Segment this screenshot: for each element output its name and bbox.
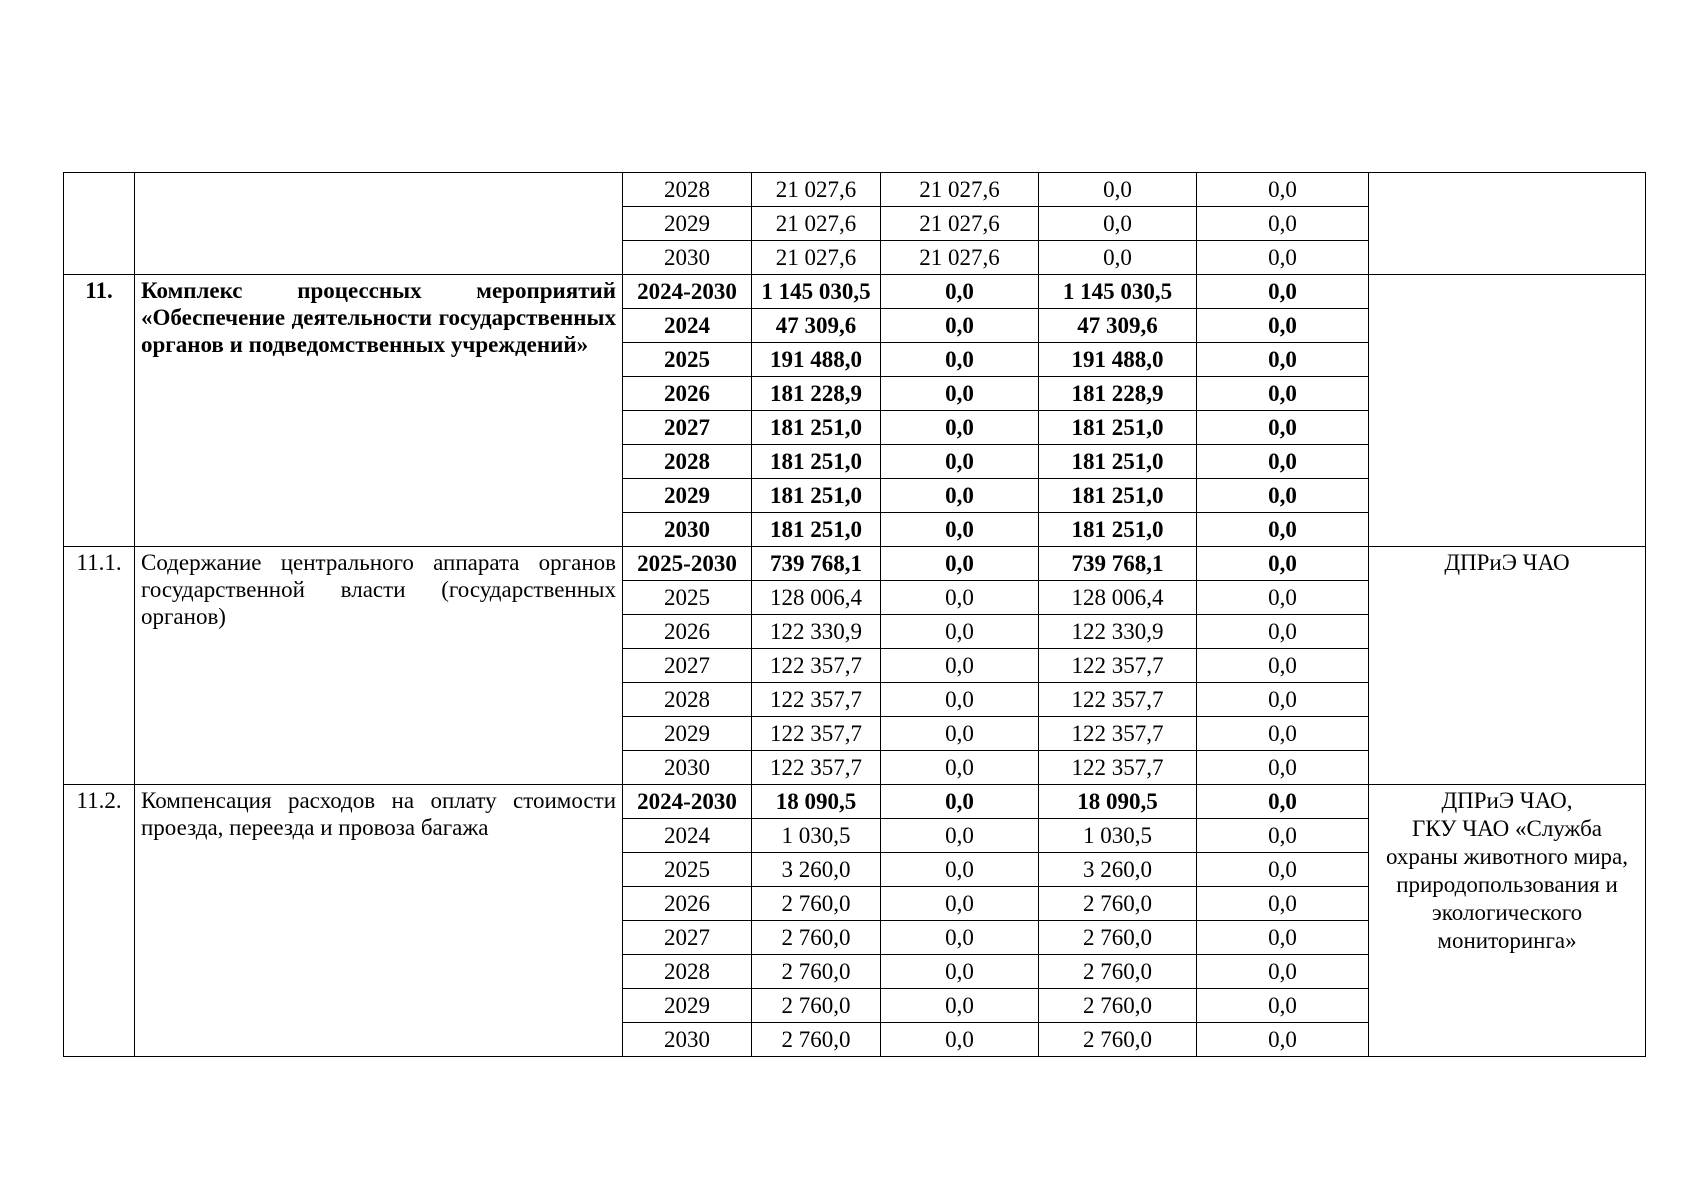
item-title-cell	[135, 173, 623, 275]
item-number-cell	[64, 173, 135, 275]
cell-c1: 0,0	[881, 377, 1039, 411]
cell-year: 2026	[623, 377, 752, 411]
cell-c1: 21 027,6	[881, 207, 1039, 241]
item-number-cell: 11.	[64, 275, 135, 547]
cell-c3: 0,0	[1197, 513, 1369, 547]
cell-c2: 122 357,7	[1039, 683, 1197, 717]
cell-c1: 0,0	[881, 955, 1039, 989]
cell-c1: 0,0	[881, 615, 1039, 649]
cell-c2: 1 145 030,5	[1039, 275, 1197, 309]
cell-total: 47 309,6	[752, 309, 881, 343]
cell-total: 191 488,0	[752, 343, 881, 377]
cell-c1: 0,0	[881, 513, 1039, 547]
cell-year: 2028	[623, 955, 752, 989]
cell-c1: 0,0	[881, 275, 1039, 309]
cell-c3: 0,0	[1197, 207, 1369, 241]
cell-year: 2024	[623, 309, 752, 343]
table-row	[64, 275, 1646, 309]
cell-c2: 181 228,9	[1039, 377, 1197, 411]
item-title-cell: Содержание центрального аппарата органов государственной власти (государственных органов)	[135, 547, 623, 785]
cell-c2: 0,0	[1039, 207, 1197, 241]
cell-c3: 0,0	[1197, 241, 1369, 275]
cell-c3: 0,0	[1197, 989, 1369, 1023]
cell-c1: 0,0	[881, 411, 1039, 445]
cell-c3: 0,0	[1197, 615, 1369, 649]
cell-year: 2027	[623, 649, 752, 683]
cell-c3: 0,0	[1197, 717, 1369, 751]
cell-year: 2029	[623, 989, 752, 1023]
cell-year: 2030	[623, 241, 752, 275]
cell-total: 181 251,0	[752, 479, 881, 513]
cell-year: 2025-2030	[623, 547, 752, 581]
cell-year: 2030	[623, 513, 752, 547]
cell-total: 181 251,0	[752, 445, 881, 479]
cell-c3: 0,0	[1197, 819, 1369, 853]
item-number-cell: 11.1.	[64, 547, 135, 785]
cell-total: 181 251,0	[752, 411, 881, 445]
cell-c2: 18 090,5	[1039, 785, 1197, 819]
cell-total: 1 030,5	[752, 819, 881, 853]
cell-c1: 21 027,6	[881, 241, 1039, 275]
cell-c1: 0,0	[881, 717, 1039, 751]
cell-c1: 0,0	[881, 343, 1039, 377]
cell-c2: 122 357,7	[1039, 649, 1197, 683]
cell-c3: 0,0	[1197, 887, 1369, 921]
cell-c2: 181 251,0	[1039, 445, 1197, 479]
cell-total: 122 357,7	[752, 649, 881, 683]
cell-c1: 21 027,6	[881, 173, 1039, 207]
budget-table	[63, 172, 1646, 1057]
cell-total: 122 357,7	[752, 683, 881, 717]
responsible-line: ДПРиЭ ЧАО,	[1441, 788, 1573, 813]
cell-c2: 191 488,0	[1039, 343, 1197, 377]
cell-c3: 0,0	[1197, 173, 1369, 207]
cell-c3: 0,0	[1197, 411, 1369, 445]
cell-year: 2025	[623, 343, 752, 377]
table-row	[64, 547, 1646, 581]
responsible-cell	[1369, 275, 1646, 547]
cell-year: 2025	[623, 853, 752, 887]
cell-year: 2027	[623, 921, 752, 955]
cell-c2: 2 760,0	[1039, 1023, 1197, 1057]
cell-total: 1 145 030,5	[752, 275, 881, 309]
responsible-cell	[1369, 785, 1646, 1057]
cell-c1: 0,0	[881, 921, 1039, 955]
cell-year: 2030	[623, 1023, 752, 1057]
cell-c1: 0,0	[881, 309, 1039, 343]
cell-c2: 2 760,0	[1039, 989, 1197, 1023]
responsible-cell	[1369, 173, 1646, 275]
cell-year: 2029	[623, 479, 752, 513]
cell-total: 181 251,0	[752, 513, 881, 547]
cell-c2: 0,0	[1039, 241, 1197, 275]
cell-total: 18 090,5	[752, 785, 881, 819]
cell-total: 3 260,0	[752, 853, 881, 887]
cell-year: 2029	[623, 207, 752, 241]
cell-total: 122 330,9	[752, 615, 881, 649]
cell-year: 2028	[623, 683, 752, 717]
cell-c1: 0,0	[881, 751, 1039, 785]
cell-year: 2027	[623, 411, 752, 445]
cell-year: 2026	[623, 615, 752, 649]
cell-c1: 0,0	[881, 683, 1039, 717]
cell-c1: 0,0	[881, 547, 1039, 581]
cell-c3: 0,0	[1197, 955, 1369, 989]
table-body	[64, 173, 1646, 1057]
cell-total: 122 357,7	[752, 717, 881, 751]
cell-c1: 0,0	[881, 649, 1039, 683]
cell-c3: 0,0	[1197, 751, 1369, 785]
cell-c3: 0,0	[1197, 921, 1369, 955]
cell-c1: 0,0	[881, 581, 1039, 615]
cell-c3: 0,0	[1197, 445, 1369, 479]
cell-c3: 0,0	[1197, 649, 1369, 683]
cell-year: 2030	[623, 751, 752, 785]
cell-c2: 1 030,5	[1039, 819, 1197, 853]
cell-c2: 3 260,0	[1039, 853, 1197, 887]
cell-c2: 2 760,0	[1039, 887, 1197, 921]
cell-year: 2025	[623, 581, 752, 615]
cell-c3: 0,0	[1197, 547, 1369, 581]
cell-c1: 0,0	[881, 887, 1039, 921]
responsible-line: ДПРиЭ ЧАО	[1444, 550, 1570, 575]
cell-total: 2 760,0	[752, 955, 881, 989]
table-row	[64, 173, 1646, 207]
cell-c1: 0,0	[881, 445, 1039, 479]
cell-c1: 0,0	[881, 989, 1039, 1023]
cell-c2: 122 330,9	[1039, 615, 1197, 649]
cell-c2: 2 760,0	[1039, 921, 1197, 955]
cell-total: 128 006,4	[752, 581, 881, 615]
item-title-cell: Компенсация расходов на оплату стоимости проезда, переезда и провоза багажа	[135, 785, 623, 1057]
cell-total: 181 228,9	[752, 377, 881, 411]
cell-c2: 122 357,7	[1039, 717, 1197, 751]
cell-year: 2028	[623, 173, 752, 207]
cell-c1: 0,0	[881, 785, 1039, 819]
cell-c2: 122 357,7	[1039, 751, 1197, 785]
item-number-cell: 11.2.	[64, 785, 135, 1057]
cell-c3: 0,0	[1197, 479, 1369, 513]
cell-c2: 0,0	[1039, 173, 1197, 207]
cell-year: 2024-2030	[623, 785, 752, 819]
cell-total: 122 357,7	[752, 751, 881, 785]
cell-c3: 0,0	[1197, 581, 1369, 615]
cell-c2: 739 768,1	[1039, 547, 1197, 581]
table-row	[64, 785, 1646, 819]
responsible-cell	[1369, 547, 1646, 785]
cell-year: 2029	[623, 717, 752, 751]
cell-c3: 0,0	[1197, 275, 1369, 309]
cell-total: 2 760,0	[752, 921, 881, 955]
cell-year: 2026	[623, 887, 752, 921]
cell-c2: 181 251,0	[1039, 411, 1197, 445]
cell-c1: 0,0	[881, 479, 1039, 513]
cell-total: 21 027,6	[752, 241, 881, 275]
cell-c2: 128 006,4	[1039, 581, 1197, 615]
cell-c3: 0,0	[1197, 853, 1369, 887]
item-title-cell: Комплекс процессных мероприятий «Обеспечение деятельности государственных органов и подведомственных учреждений»	[135, 275, 623, 547]
cell-c3: 0,0	[1197, 1023, 1369, 1057]
cell-total: 2 760,0	[752, 1023, 881, 1057]
cell-year: 2024	[623, 819, 752, 853]
cell-total: 2 760,0	[752, 887, 881, 921]
cell-c1: 0,0	[881, 853, 1039, 887]
cell-c3: 0,0	[1197, 343, 1369, 377]
cell-c2: 181 251,0	[1039, 513, 1197, 547]
cell-c2: 181 251,0	[1039, 479, 1197, 513]
cell-total: 2 760,0	[752, 989, 881, 1023]
cell-year: 2024-2030	[623, 275, 752, 309]
cell-c2: 47 309,6	[1039, 309, 1197, 343]
cell-total: 21 027,6	[752, 207, 881, 241]
cell-c3: 0,0	[1197, 309, 1369, 343]
cell-c3: 0,0	[1197, 683, 1369, 717]
cell-c3: 0,0	[1197, 377, 1369, 411]
cell-c2: 2 760,0	[1039, 955, 1197, 989]
cell-total: 21 027,6	[752, 173, 881, 207]
cell-c3: 0,0	[1197, 785, 1369, 819]
cell-total: 739 768,1	[752, 547, 881, 581]
cell-c1: 0,0	[881, 1023, 1039, 1057]
responsible-line: ГКУ ЧАО «Служба охраны животного мира, природопользования и экологического мониторинга»	[1385, 816, 1629, 953]
cell-year: 2028	[623, 445, 752, 479]
cell-c1: 0,0	[881, 819, 1039, 853]
